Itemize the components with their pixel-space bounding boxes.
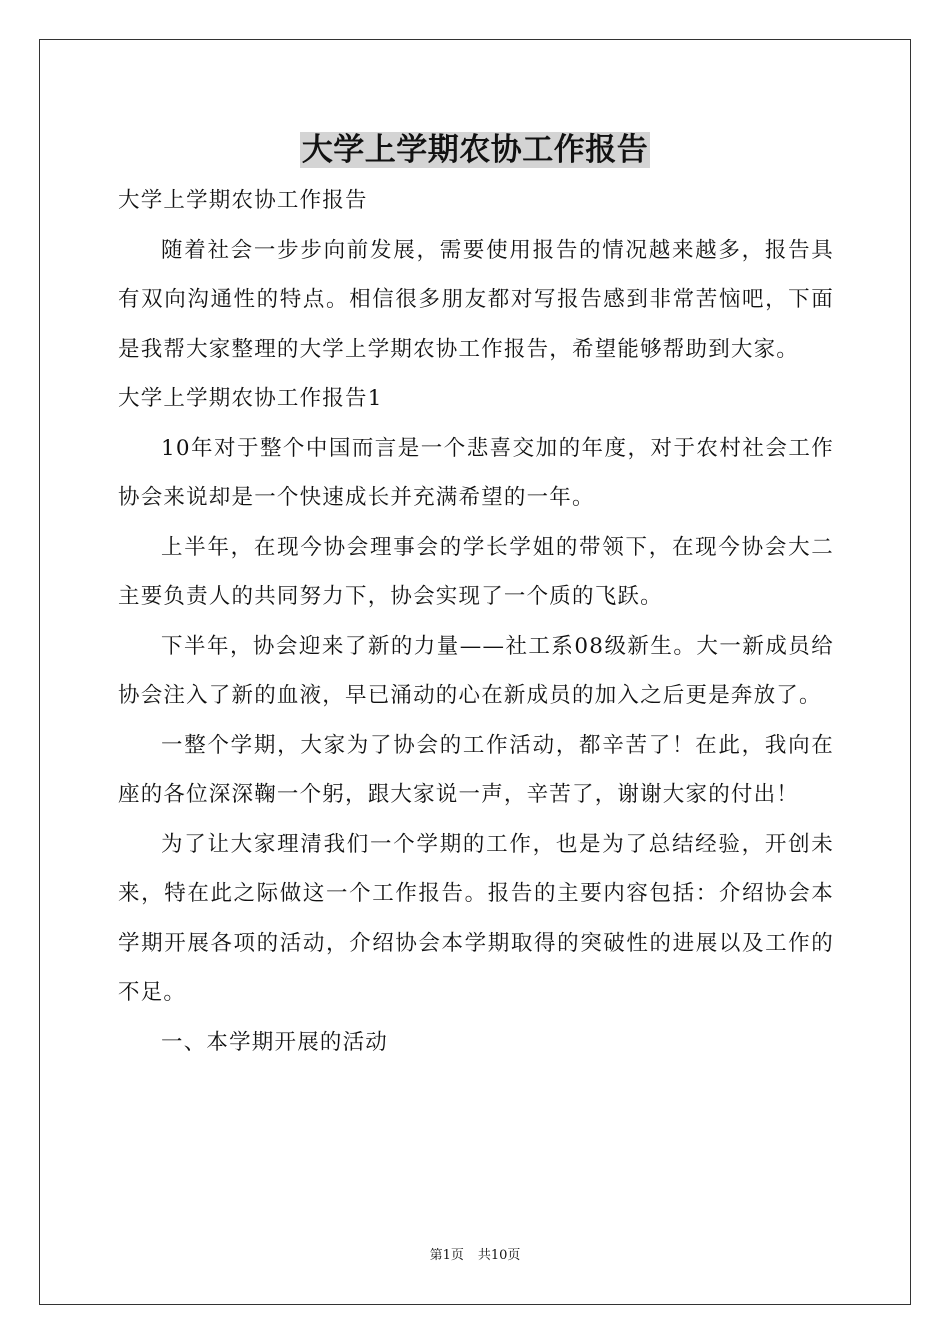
paragraph-body: 下半年，协会迎来了新的力量——社工系08级新生。大一新成员给协会注入了新的血液，早已涌动的心在新成员的加入之后更是奔放了。 <box>118 633 834 708</box>
paragraph-body: 为了让大家理清我们一个学期的工作，也是为了总结经验，开创未来，特在此之际做这一个工作报告。报告的主要内容包括：介绍协会本学期开展各项的活动，介绍协会本学期取得的突破性的进展以及工作的不足。 <box>118 831 834 1005</box>
paragraph-intro: 随着社会一步步向前发展，需要使用报告的情况越来越多，报告具有双向沟通性的特点。相信很多朋友都对写报告感到非常苦恼吧，下面是我帮大家整理的大学上学期农协工作报告，希望能够帮助到大家。 <box>118 237 834 362</box>
document-body <box>118 176 834 1067</box>
paragraph-body: 10年对于整个中国而言是一个悲喜交加的年度，对于农村社会工作协会来说却是一个快速成长并充满希望的一年。 <box>118 435 834 510</box>
document-title-text: 大学上学期农协工作报告 <box>301 132 649 168</box>
paragraph-body: 上半年，在现今协会理事会的学长学姐的带领下，在现今协会大二主要负责人的共同努力下，协会实现了一个质的飞跃。 <box>118 534 834 609</box>
paragraph-subtitle: 大学上学期农协工作报告 <box>118 188 368 213</box>
document-title <box>0 128 950 172</box>
page-number: 第1页 <box>429 1248 464 1263</box>
page-footer <box>0 1247 950 1265</box>
paragraph-subheading: 一、本学期开展的活动 <box>161 1029 389 1055</box>
page-total: 共10页 <box>477 1248 521 1263</box>
paragraph-section-heading: 大学上学期农协工作报告1 <box>118 386 383 411</box>
paragraph-body: 一整个学期，大家为了协会的工作活动，都辛苦了！在此，我向在座的各位深深鞠一个躬，跟大家说一声，辛苦了，谢谢大家的付出！ <box>118 732 834 807</box>
